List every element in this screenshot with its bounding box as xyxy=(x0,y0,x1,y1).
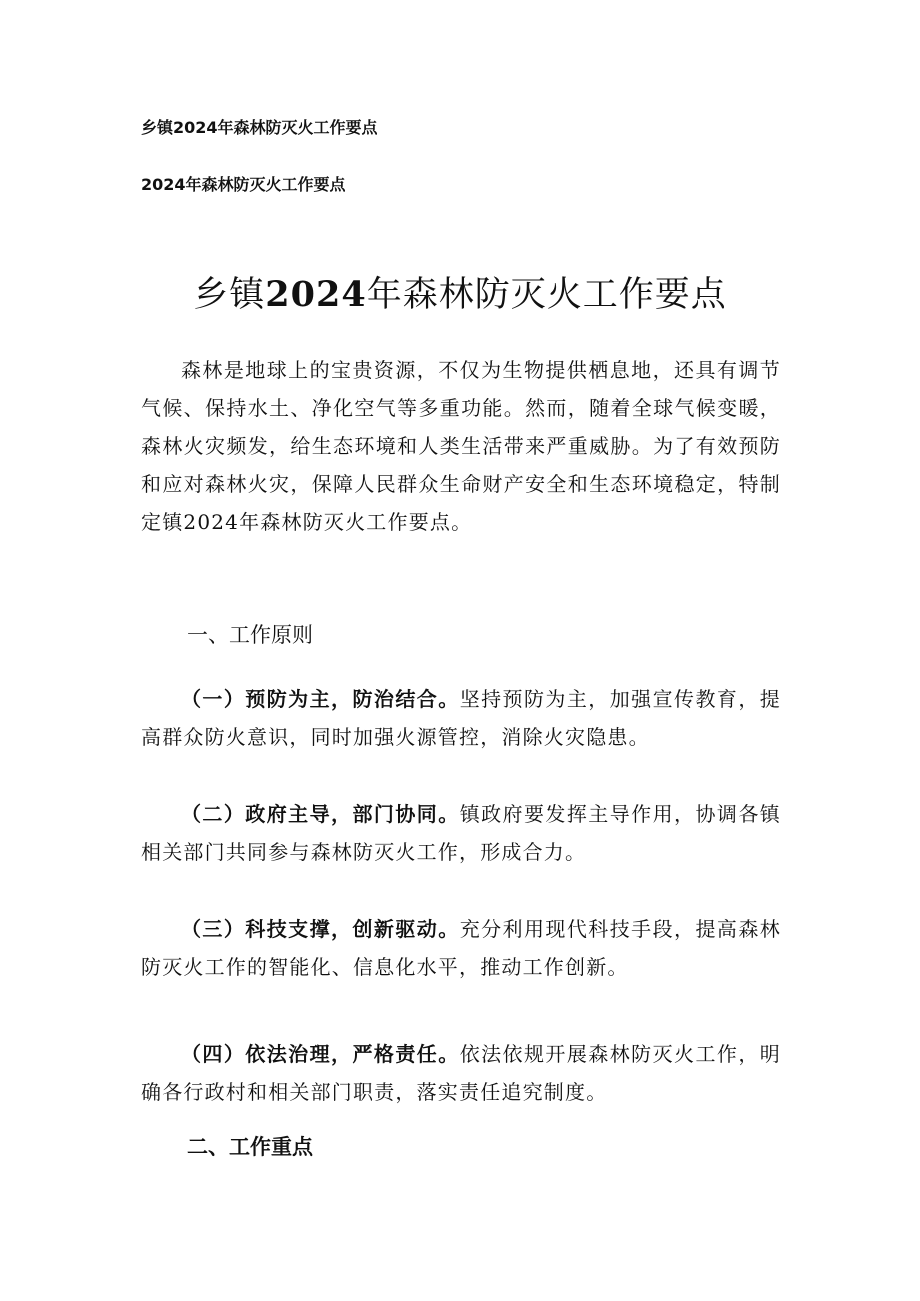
principle-item-2 xyxy=(141,795,781,871)
intro-paragraph: 森林是地球上的宝贵资源，不仅为生物提供栖息地，还具有调节气候、保持水土、净化空气等多重功能。然而，随着全球气候变暖，森林火灾频发，给生态环境和人类生活带来严重威胁。为了有效预防和应对森林火灾，保障人民群众生命财产安全和生态环境稳定，特制定镇2024年森林防灭火工作要点。 xyxy=(141,358,781,534)
principle-item-text: 坚持预防为主，加强宣传教育，提高群众防火意识，同时加强火源管控，消除火灾隐患。 xyxy=(141,687,782,749)
principle-item-1 xyxy=(141,680,781,756)
principle-item-text: 镇政府要发挥主导作用，协调各镇相关部门共同参与森林防灭火工作，形成合力。 xyxy=(141,802,782,864)
document-title xyxy=(0,271,920,319)
principle-item-4 xyxy=(141,1035,781,1111)
section-heading-principles: 一、工作原则 xyxy=(187,623,313,647)
section-heading-key-work: 二、工作重点 xyxy=(187,1135,313,1159)
header-line-2: 2024年森林防灭火工作要点 xyxy=(141,175,346,194)
principle-item-lead: （二）政府主导，部门协同。 xyxy=(181,802,460,826)
title-year: 2024 xyxy=(265,274,367,316)
principle-item-lead: （一）预防为主，防治结合。 xyxy=(181,687,460,711)
title-prefix: 乡镇 xyxy=(193,275,266,316)
title-suffix: 年森林防灭火工作要点 xyxy=(366,275,727,316)
principle-item-lead: （三）科技支撑，创新驱动。 xyxy=(181,917,460,941)
principle-item-3 xyxy=(141,910,781,986)
header-line-1: 乡镇2024年森林防灭火工作要点 xyxy=(141,118,378,137)
principle-item-text: 充分利用现代科技手段，提高森林防灭火工作的智能化、信息化水平，推动工作创新。 xyxy=(141,917,782,979)
principle-item-lead: （四）依法治理，严格责任。 xyxy=(181,1042,460,1066)
principle-item-text: 依法依规开展森林防灭火工作，明确各行政村和相关部门职责，落实责任追究制度。 xyxy=(141,1042,782,1104)
